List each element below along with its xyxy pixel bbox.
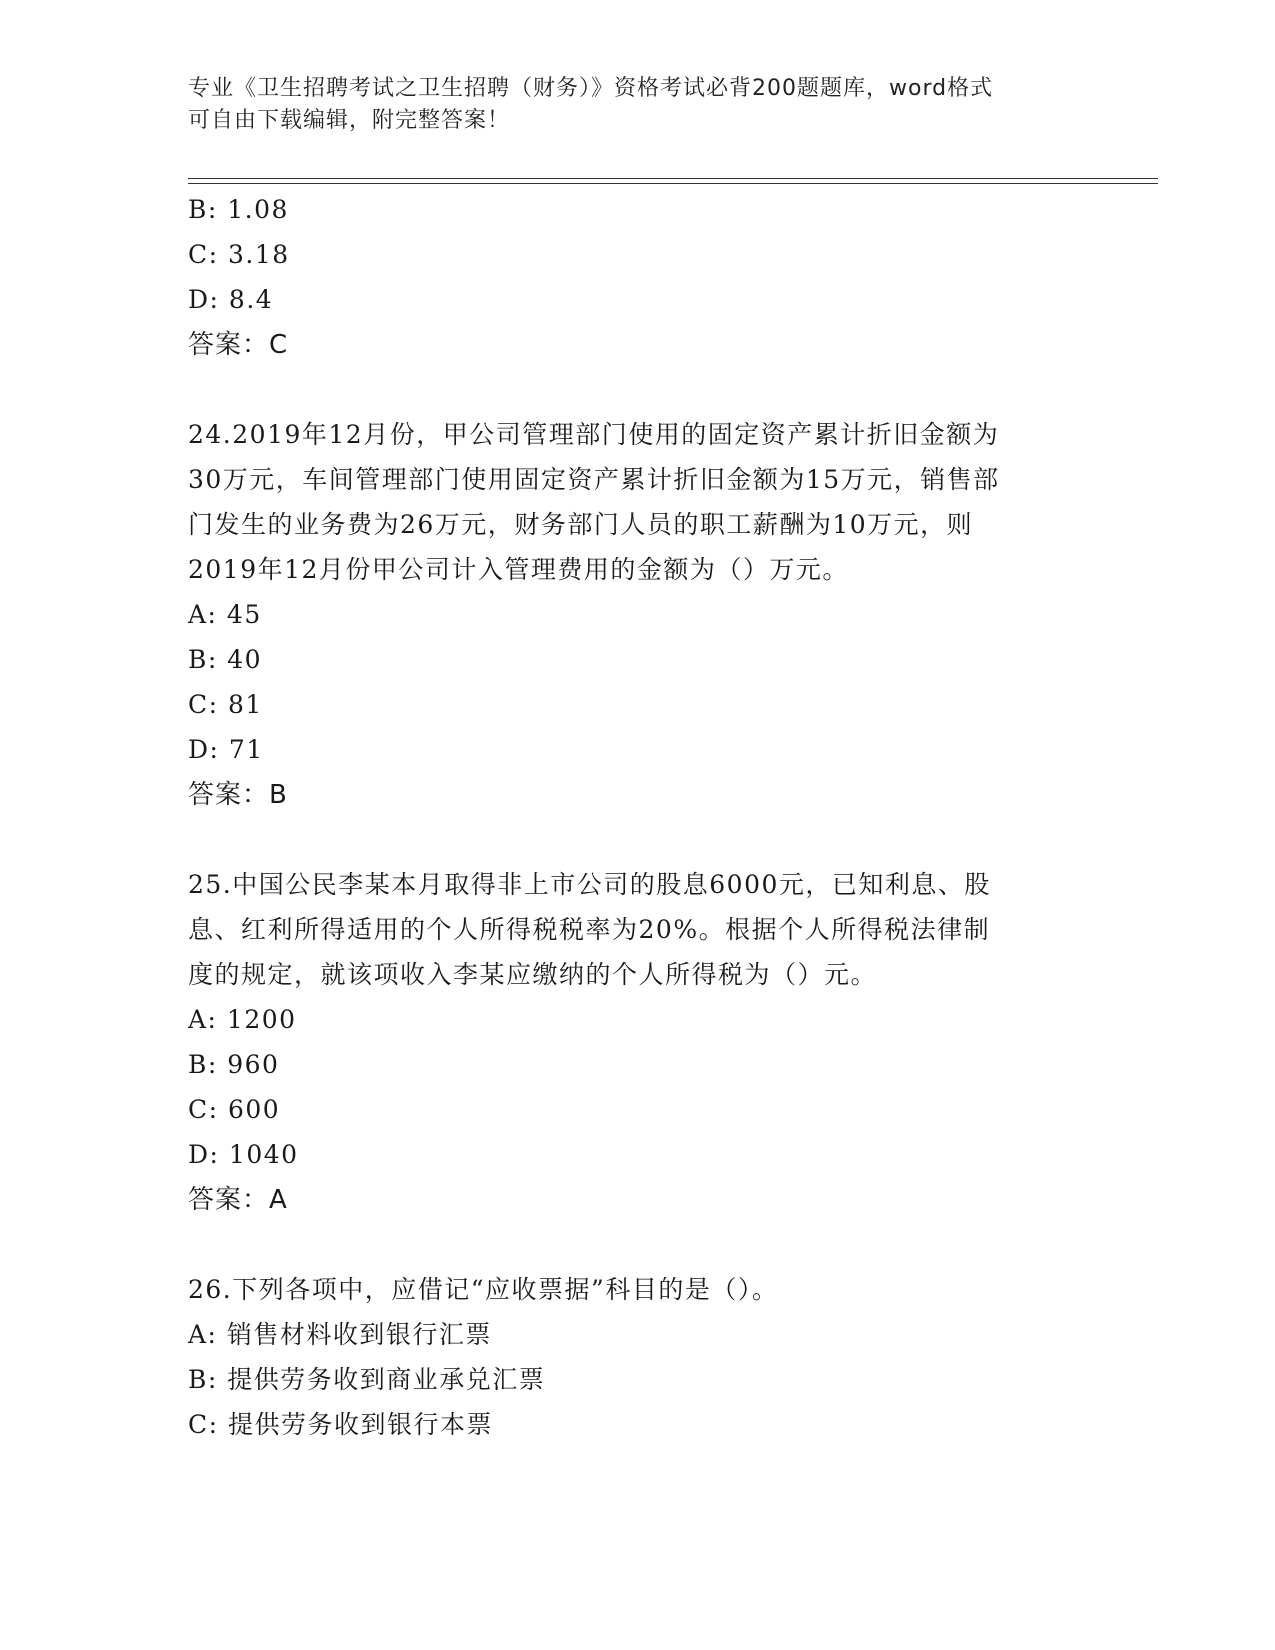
q23-answer: 答案：C	[188, 330, 289, 360]
header-line-1: 专业《卫生招聘考试之卫生招聘（财务）》资格考试必背200题题库，word格式	[188, 76, 994, 101]
header-rule-bottom	[188, 183, 1158, 184]
q26-option-c: C: 提供劳务收到银行本票	[188, 1410, 493, 1439]
q24-option-c: C: 81	[188, 690, 263, 719]
document-header	[188, 73, 1088, 137]
q23-option-d: D: 8.4	[188, 285, 274, 314]
q25-answer: 答案：A	[188, 1185, 288, 1215]
q25-stem-line-2: 息、红利所得适用的个人所得税税率为20%。根据个人所得税法律制	[188, 915, 991, 944]
q24-stem-line-3: 门发生的业务费为26万元，财务部门人员的职工薪酬为10万元，则	[188, 510, 974, 539]
q25-option-a: A: 1200	[188, 1005, 297, 1034]
q26-option-a: A: 销售材料收到银行汇票	[188, 1320, 492, 1349]
q26-option-b: B: 提供劳务收到商业承兑汇票	[188, 1365, 546, 1394]
q24-option-d: D: 71	[188, 735, 264, 764]
q24-stem-line-1: 24.2019年12月份，甲公司管理部门使用的固定资产累计折旧金额为	[188, 420, 1000, 449]
q24-option-a: A: 45	[188, 600, 262, 629]
q24-stem-line-4: 2019年12月份甲公司计入管理费用的金额为（）万元。	[188, 555, 849, 584]
q24-stem-line-2: 30万元，车间管理部门使用固定资产累计折旧金额为15万元，销售部	[188, 465, 1000, 494]
q23-option-b: B: 1.08	[188, 195, 289, 224]
header-rule-top	[188, 178, 1158, 179]
q24-answer: 答案：B	[188, 780, 288, 810]
q24-option-b: B: 40	[188, 645, 263, 674]
q26-stem-line-1: 26.下列各项中，应借记“应收票据”科目的是（）。	[188, 1275, 779, 1304]
q25-option-d: D: 1040	[188, 1140, 299, 1169]
header-line-2: 可自由下载编辑，附完整答案！	[188, 108, 511, 133]
q23-option-c: C: 3.18	[188, 240, 290, 269]
q25-option-c: C: 600	[188, 1095, 281, 1124]
q25-stem-line-1: 25.中国公民李某本月取得非上市公司的股息6000元，已知利息、股	[188, 870, 991, 899]
q25-option-b: B: 960	[188, 1050, 280, 1079]
q25-stem-line-3: 度的规定，就该项收入李某应缴纳的个人所得税为（）元。	[188, 960, 878, 989]
